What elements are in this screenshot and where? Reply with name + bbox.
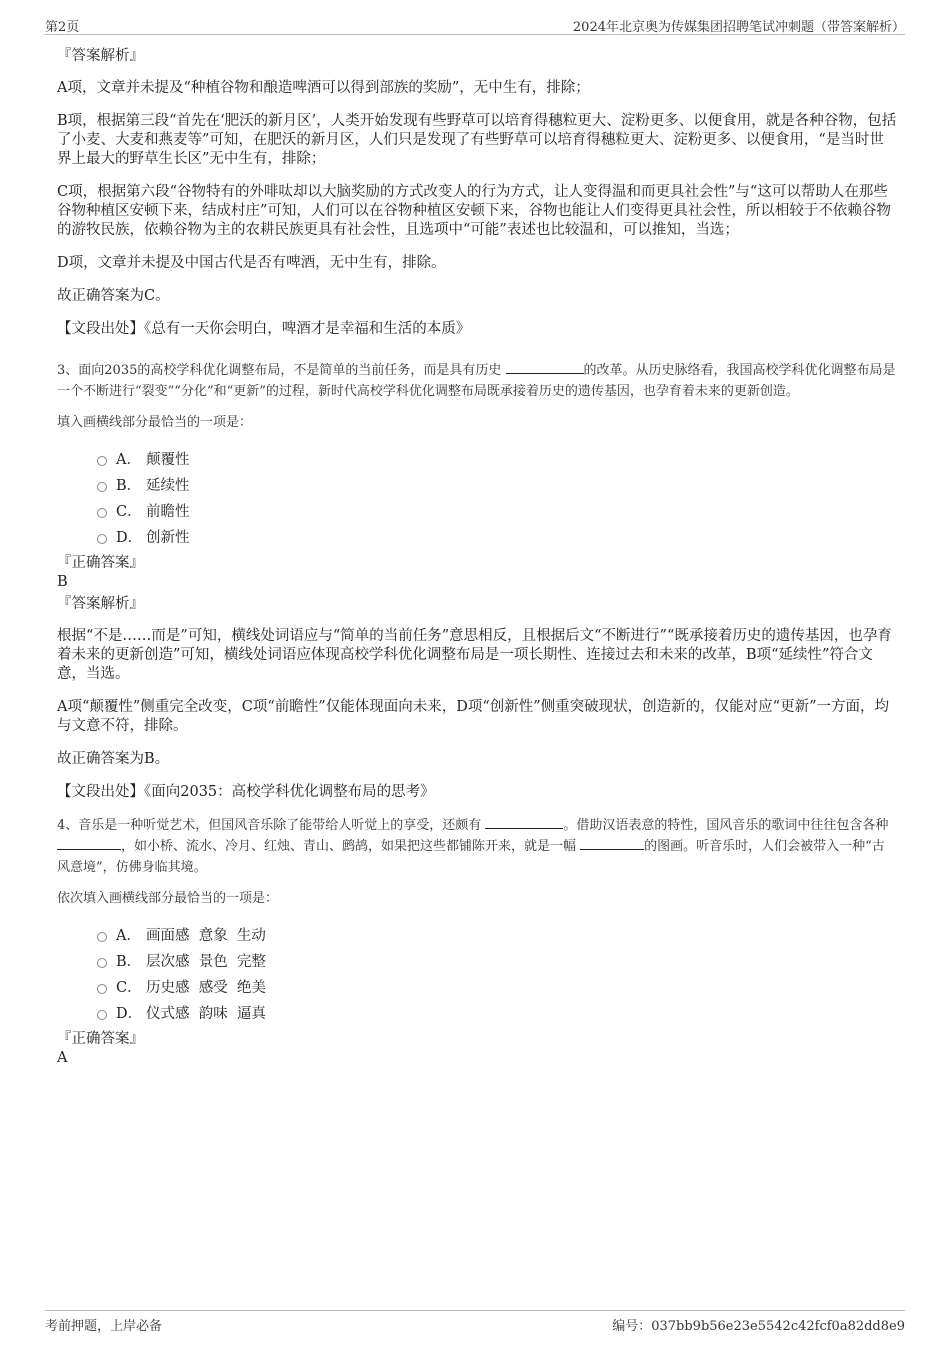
document-title: 2024年北京奥为传媒集团招聘笔试冲刺题（带答案解析） (572, 20, 905, 35)
option-b[interactable]: B． 层次感 景色 完整 (97, 947, 897, 973)
analysis-label: 『答案解析』 (57, 48, 144, 64)
correct-answer-label: 『正确答案』 (57, 1031, 144, 1047)
option-c[interactable]: C． 历史感 感受 绝美 (97, 973, 897, 999)
option-d[interactable]: D． 创新性 (97, 523, 897, 549)
question-prompt: 填入画横线部分最恰当的一项是： (57, 415, 253, 430)
option-d[interactable]: D． 仪式感 韵味 逼真 (97, 999, 897, 1025)
fill-blank (57, 837, 121, 850)
option-a[interactable]: A． 画面感 意象 生动 (97, 921, 897, 947)
analysis-label: 『答案解析』 (57, 596, 144, 612)
option-b[interactable]: B． 延续性 (97, 471, 897, 497)
radio-button-icon[interactable] (97, 456, 107, 466)
radio-button-icon[interactable] (97, 932, 107, 942)
analysis-paragraph: 根据“不是……而是”可知，横线处词语应与“简单的当前任务”意思相反，且根据后文“不断进行”“既承接着历史的遗传基因，也孕育着未来的更新创造”可知，横线处词语应体现高校学科优化调整布局是一项长期性、连接过去和未来的改革，B项“延续性”符合文意，当选。 (57, 628, 892, 682)
option-a[interactable]: A． 颠覆性 (97, 445, 897, 471)
question-4-text: 4、音乐是一种听觉艺术，但国风音乐除了能带给人听觉上的享受，还颇有 。借助汉语表意的特性，国风音乐的歌词中往往包含各种 ，如小桥、流水、冷月、红烛、青山、鹧鸪，如果把这些都铺陈开来，就是一幅 的图画。听音乐时，人们会被带入一种“古风意境”，仿佛身临其境。 (57, 818, 889, 875)
radio-button-icon[interactable] (97, 534, 107, 544)
source-citation: 【文段出处】《总有一天你会明白，啤酒才是幸福和生活的本质》 (57, 321, 471, 337)
page-number: 第2页 (45, 20, 80, 35)
answer-options (97, 921, 897, 1025)
analysis-paragraph: B项，根据第三段“首先在‘肥沃的新月区’，人类开始发现有些野草可以培育得穗粒更大、淀粉更多、以便食用，就是各种谷物，包括了小麦、大麦和燕麦等”可知，在肥沃的新月区，人们只是发现了有些野草可以培育得穗粒更大、淀粉更多、以便食用，“是当时世界上最大的野草生长区”无中生有，排除； (57, 113, 897, 167)
radio-button-icon[interactable] (97, 1010, 107, 1020)
question-3-text: 3、面向2035的高校学科优化调整布局，不是简单的当前任务，而是具有历史 的改革。从历史脉络看，我国高校学科优化调整布局是一个不断进行“裂变”“分化”和“更新”的过程，新时代高校学科优化调整布局既承接着历史的遗传基因，也孕育着未来的更新创造。 (57, 363, 896, 399)
analysis-paragraph: D项，文章并未提及中国古代是否有啤酒，无中生有，排除。 (57, 255, 446, 271)
page-footer (45, 1310, 905, 1333)
fill-blank (485, 816, 563, 829)
source-citation: 【文段出处】《面向2035：高校学科优化调整布局的思考》 (57, 784, 435, 800)
conclusion-text: 故正确答案为B。 (57, 751, 170, 767)
document-id: 编号：037bb9b56e23e5542c42fcf0a82dd8e9 (612, 1319, 905, 1334)
correct-answer: B (57, 574, 68, 590)
question-prompt: 依次填入画横线部分最恰当的一项是： (57, 891, 279, 906)
fill-blank (580, 837, 644, 850)
analysis-paragraph: A项“颠覆性”侧重完全改变，C项“前瞻性”仅能体现面向未来，D项“创新性”侧重突破现状，创造新的，仅能对应“更新”一方面，均与文意不符，排除。 (57, 699, 889, 734)
footer-slogan: 考前押题，上岸必备 (45, 1319, 163, 1334)
correct-answer: A (57, 1050, 68, 1066)
page-header (45, 14, 905, 35)
radio-button-icon[interactable] (97, 482, 107, 492)
radio-button-icon[interactable] (97, 984, 107, 994)
radio-button-icon[interactable] (97, 508, 107, 518)
conclusion-text: 故正确答案为C。 (57, 288, 170, 304)
analysis-paragraph: C项，根据第六段“谷物特有的外啡呔却以大脑奖励的方式改变人的行为方式，让人变得温和而更具社会性”与“这可以帮助人在那些谷物种植区安顿下来，结成村庄”可知，人们可以在谷物种植区安顿下来，谷物也能让人们变得更具社会性，所以相较于不依赖谷物的游牧民族，依赖谷物为主的农耕民族更具有社会性，且选项中“可能”表述也比较温和，可以推知，当选； (57, 184, 891, 238)
option-c[interactable]: C． 前瞻性 (97, 497, 897, 523)
radio-button-icon[interactable] (97, 958, 107, 968)
answer-options (97, 445, 897, 549)
page-content (57, 46, 897, 1068)
analysis-paragraph: A项，文章并未提及“种植谷物和酿造啤酒可以得到部族的奖励”，无中生有，排除； (57, 80, 590, 96)
fill-blank (506, 361, 584, 374)
correct-answer-label: 『正确答案』 (57, 555, 144, 571)
